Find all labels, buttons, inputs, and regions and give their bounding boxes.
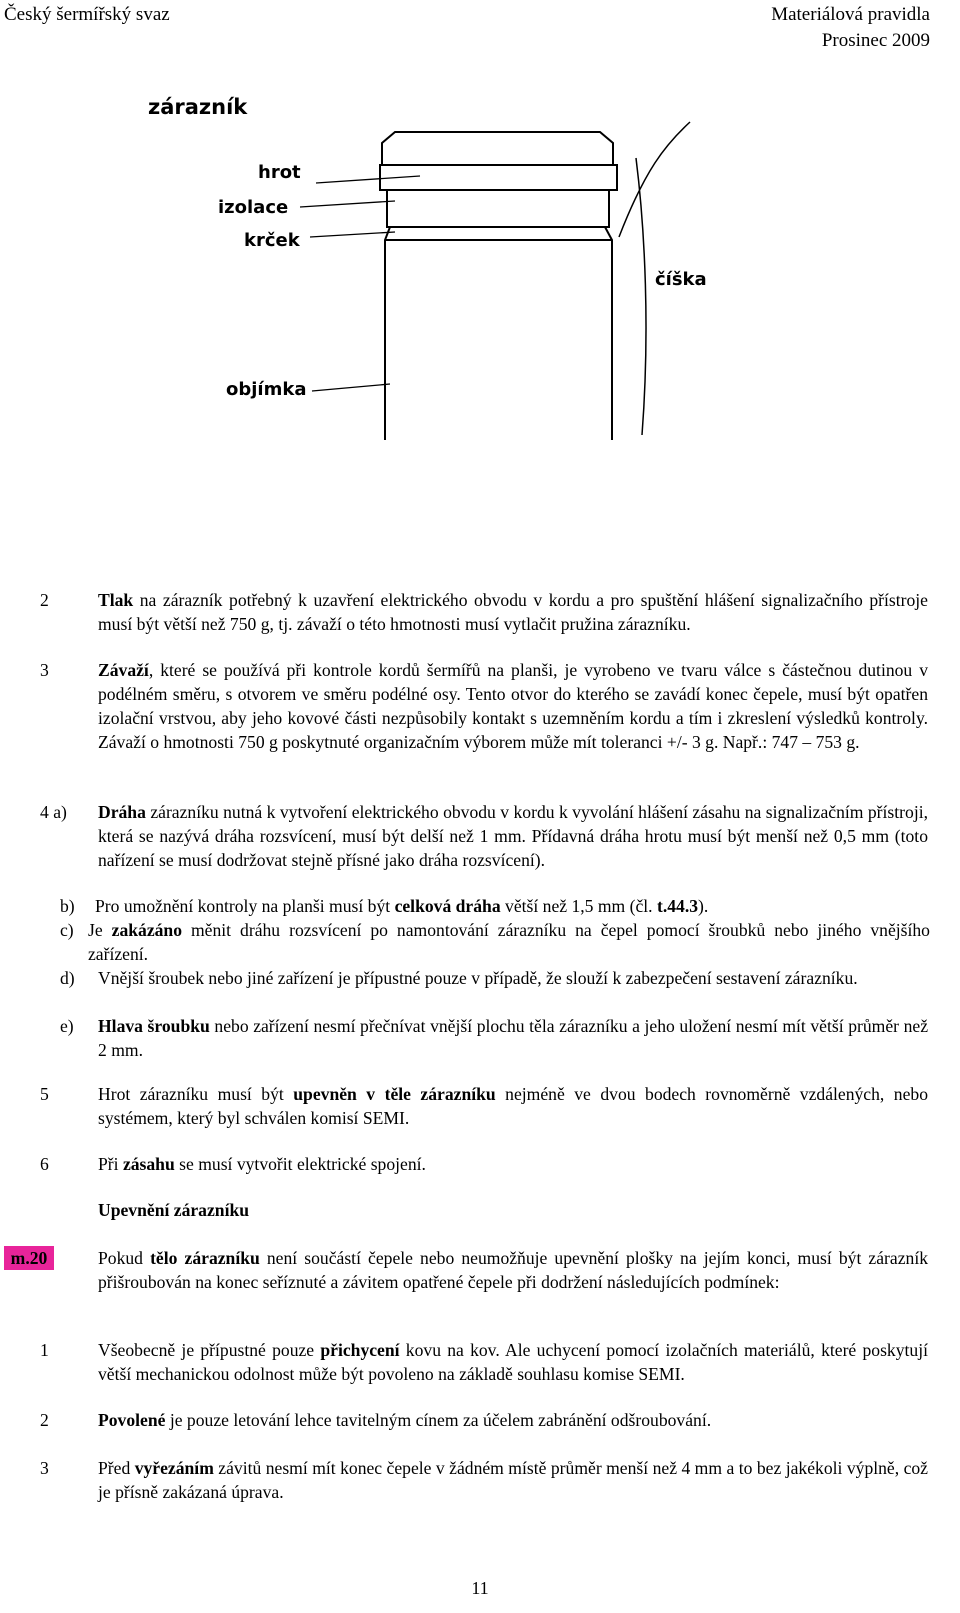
paragraph-prichyceni: Všeobecně je přípustné pouze přichycení kovu na kov. Ale uchycení pomocí izolačních materiálů, které poskytují větší mechanickou odolnost může být povoleno na základě souhlasu komise SEMI. xyxy=(98,1340,928,1384)
label-krcek: krček xyxy=(244,230,300,251)
zaraznik-diagram xyxy=(0,80,960,440)
paragraph-zavazi: Závaží, které se používá při kontrole kordů šermířů na planši, je vyrobeno ve tvaru válce s částečnou dutinou v podélném směru, s otvorem ve směru podélné osy. Tento otvor do kterého se zavádí konec čepele, musí být opatřen izolační vrstvou, aby jeho kovové části nezpůsobily kontakt s uzemněním kordu a tím i zkreslení výsledků kontroly. Závaží o hmotnosti 750 g poskytnuté organizačním výborem může mít toleranci +/- 3 g. Např.: 747 – 753 g. xyxy=(98,660,928,752)
sub-item-letter: e) xyxy=(60,1016,74,1036)
label-izolace: izolace xyxy=(218,197,289,218)
paragraph-hrot: Hrot zárazníku musí být upevněn v těle zárazníku nejméně ve dvou bodech rovnoměrně vzdálených, nebo systémem, který byl schválen komisí SEMI. xyxy=(98,1084,928,1128)
section-heading: Upevnění zárazníku xyxy=(98,1200,250,1220)
page-number: 11 xyxy=(471,1578,489,1598)
paragraph-vyrezani: Před vyřezáním závitů nesmí mít konec čepele v žádném místě průměr menší než 4 mm a to bez jakékoli výplně, což je přísně zakázaná úprava. xyxy=(98,1458,928,1502)
item-number: 1 xyxy=(40,1340,49,1360)
item-number: 2 xyxy=(40,1410,49,1430)
zaraznik-outline xyxy=(380,132,617,440)
item-number: 4 a) xyxy=(40,802,67,822)
paragraph-upevneni: Pokud tělo zárazníku není součástí čepele nebo neumožňuje upevnění plošky na jejím konci, musí být zárazník přišroubován na konec seříznuté a závitem opatřené čepele při dodržení následujících podmínek: xyxy=(98,1248,929,1292)
paragraph-celkova-draha: Pro umožnění kontroly na planši musí být celková dráha větší než 1,5 mm (čl. t.44.3). xyxy=(95,896,709,916)
paragraph-tlak: Tlak na zárazník potřebný k uzavření elektrického obvodu v kordu a pro spuštění hlášení signalizačního přístroje musí být větší než 750 g, tj. závaží o této hmotnosti musí vytlačit pružina zárazníku. xyxy=(98,590,928,634)
item-number: 3 xyxy=(40,1458,49,1478)
label-leader-lines xyxy=(300,176,420,391)
header-organization: Český šermířský svaz xyxy=(4,4,170,25)
sub-item-letter: d) xyxy=(60,968,75,988)
label-ciska: číška xyxy=(655,269,707,290)
paragraph-zasah: Při zásahu se musí vytvořit elektrické spojení. xyxy=(98,1154,426,1174)
label-objimka: objímka xyxy=(226,379,307,400)
item-number: 5 xyxy=(40,1084,49,1104)
label-hrot: hrot xyxy=(258,162,301,183)
paragraph-hlava-sroubku: Hlava šroubku nebo zařízení nesmí přečnívat vnější plochu těla zárazníku a jeho uložení nesmí mít větší průměr než 2 mm. xyxy=(98,1016,929,1060)
item-number: 2 xyxy=(40,590,49,610)
sub-item-letter: c) xyxy=(60,920,74,940)
sub-item-letter: b) xyxy=(60,896,75,916)
paragraph-letovani: Povolené je pouze letování lehce tavitelným cínem za účelem zabránění odšroubování. xyxy=(98,1410,712,1430)
paragraph-zakazano: Je zakázáno měnit dráhu rozsvícení po namontování zárazníku na čepel pomocí šroubků nebo jiného vnějšího zařízení. xyxy=(88,920,930,964)
header-document-info xyxy=(771,2,930,54)
paragraph-draha: Dráha zárazníku nutná k vytvoření elektrického obvodu v kordu k vyvolání hlášení zásahu na signalizačním přístroji, která se nazývá dráha rozsvícení, musí být delší než 1 mm. Přídavná dráha hrotu musí být menší než 0,5 mm (toto nařízení se musí dodržovat stejně přísné jako dráha rozsvícení). xyxy=(98,802,928,870)
header-document-title: Materiálová pravidla xyxy=(771,4,930,25)
header-document-date: Prosinec 2009 xyxy=(821,30,930,51)
paragraph-vnejsi-sroubek: Vnější šroubek nebo jiné zařízení je přípustné pouze v případě, že slouží k zabezpečení sestavení zárazníku. xyxy=(98,968,858,988)
diagram-title: zárazník xyxy=(148,95,248,119)
margin-reference-m20: m.20 xyxy=(4,1246,54,1270)
item-number: 3 xyxy=(40,660,49,680)
item-number: 6 xyxy=(40,1154,49,1174)
